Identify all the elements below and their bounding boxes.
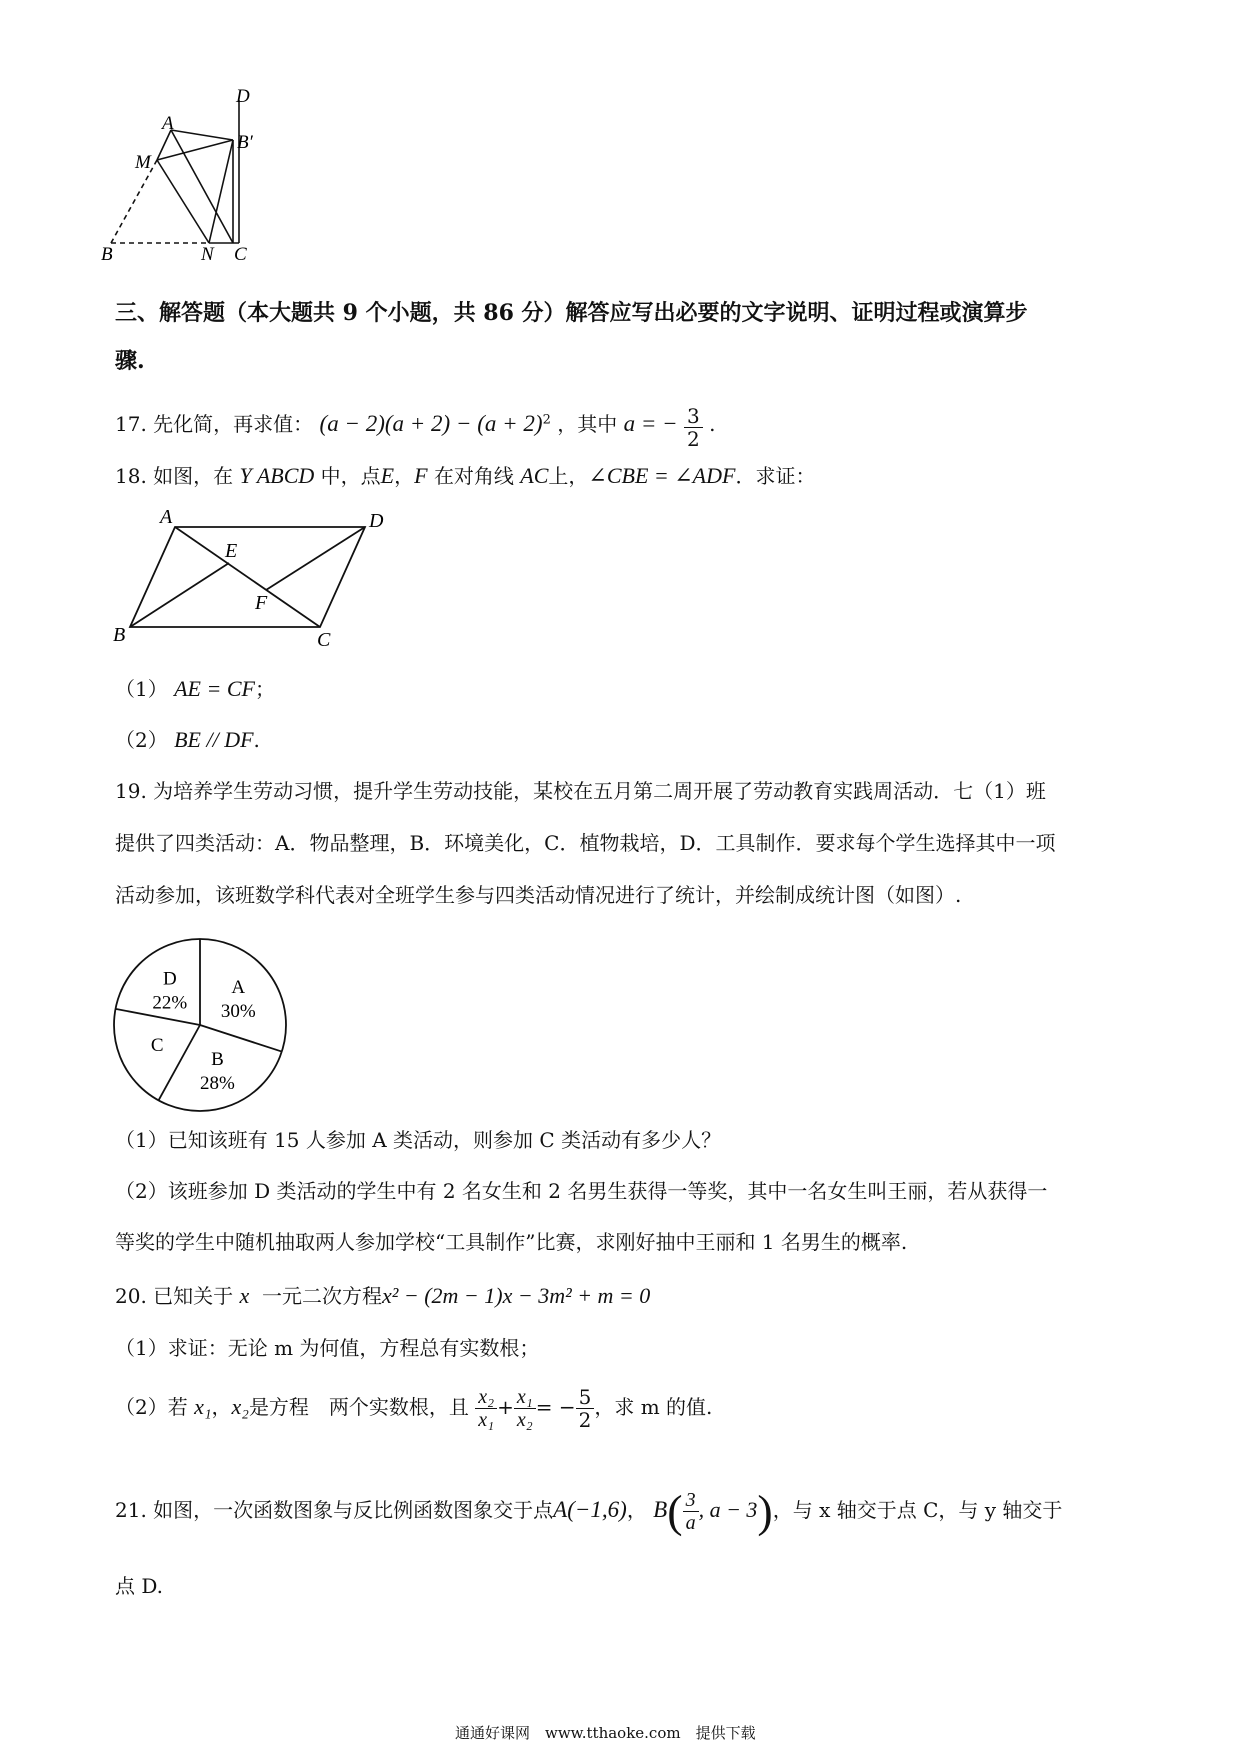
q18-comma: ，	[394, 464, 415, 488]
q18-sub2-expr: BE // DF	[174, 727, 254, 752]
q17-where: ，其中	[557, 412, 618, 436]
pie-pct-A: 30%	[220, 1001, 256, 1023]
q17-fraction	[684, 405, 703, 450]
label-B: B	[101, 244, 113, 265]
label-F: F	[255, 592, 268, 614]
q19-sub1: （1）已知该班有 15 人参加 A 类活动，则参加 C 类活动有多少人？	[115, 1128, 722, 1152]
q17-text: 先化简，再求值：	[153, 412, 314, 436]
question-19-line1: 19. 为培养学生劳动习惯，提升学生劳动技能，某校在五月第二周开展了劳动教育实践周活动．七（1）班	[115, 779, 1046, 803]
question-18	[115, 462, 815, 490]
q21-b-rest: , a − 3	[698, 1497, 758, 1522]
q18-e: E	[380, 463, 395, 488]
q20-sub2-b: ，	[211, 1395, 232, 1419]
q20-text2: 一元二次方程	[262, 1284, 383, 1308]
section-heading-line1: 三、解答题（本大题共 9 个小题，共 86 分）解答应写出必要的文字说明、证明过程或演算步	[115, 300, 1028, 326]
label-A: A	[160, 506, 173, 528]
q19-sub2-line1: （2）该班参加 D 类活动的学生中有 2 名女生和 2 名男生获得一等奖，其中一名女生叫王丽，若从获得一	[115, 1179, 1048, 1203]
q21-b: B	[653, 1497, 668, 1522]
q20-frac3-num: 5	[576, 1386, 595, 1409]
question-20	[115, 1282, 650, 1310]
q21-text1: 如图，一次函数图象与反比例函数图象交于点	[153, 1498, 554, 1522]
question-21	[115, 1480, 1062, 1540]
q20-frac1	[475, 1386, 497, 1431]
q20-plus: +	[497, 1395, 514, 1419]
q20-x2: x₂	[231, 1394, 249, 1419]
q21-line2: 点 D.	[115, 1574, 164, 1598]
pie-pct-B: 28%	[199, 1072, 235, 1094]
pie-slice-boundary-B	[200, 1025, 282, 1052]
pie-label-B: B	[211, 1048, 224, 1070]
q20-x1: x₁	[194, 1394, 212, 1419]
label-N: N	[201, 244, 214, 265]
label-B-prime: B′	[237, 132, 253, 153]
figure-q16	[95, 80, 275, 270]
q20-frac3	[576, 1386, 595, 1431]
question-17	[115, 403, 716, 451]
q17-a-equals: a = −	[623, 411, 678, 436]
pie-label-C: C	[150, 1035, 164, 1057]
q20-sub2-a: （2）若	[115, 1395, 188, 1419]
q20-text1: 已知关于	[153, 1284, 234, 1308]
q20-sub2	[115, 1382, 712, 1432]
q20-frac1-num: x₂	[475, 1386, 497, 1409]
q17-end: .	[709, 412, 716, 436]
q18-sub2	[115, 726, 260, 754]
label-C: C	[317, 629, 331, 651]
q20-x: x	[239, 1283, 250, 1308]
label-C: C	[234, 244, 247, 265]
q20-sub2-c: 是方程 两个实数根，且	[248, 1395, 469, 1419]
q20-frac1-den: x₁	[478, 1409, 495, 1431]
q17-expression: (a − 2)(a + 2) − (a + 2)	[319, 411, 543, 436]
q18-parallelogram: Y ABCD	[239, 463, 315, 488]
q20-equals: = −	[535, 1395, 576, 1419]
pie-slice-boundary-C	[159, 1025, 200, 1100]
q18-sub2-end: .	[253, 728, 260, 752]
pie-chart	[110, 935, 290, 1115]
q21-frac	[683, 1489, 699, 1534]
q18-angle: ∠CBE = ∠ADF	[588, 463, 736, 488]
q21-frac-den: a	[685, 1512, 696, 1534]
q21-paren-open: (	[667, 1485, 683, 1537]
q21-comma: ，	[626, 1498, 647, 1522]
section-heading-line2: 骤.	[115, 348, 145, 374]
q18-sub1-expr: AE = CF	[174, 676, 255, 701]
q17-number: 17.	[115, 412, 147, 436]
page-footer: 通通好课网 www.tthaoke.com 提供下载	[455, 1724, 756, 1742]
label-D: D	[369, 510, 384, 532]
q21-text2: ，与 x 轴交于点 C，与 y 轴交于	[772, 1498, 1063, 1522]
q21-paren-close: )	[757, 1485, 773, 1537]
q18-sub1	[115, 675, 275, 703]
label-E: E	[225, 540, 238, 562]
label-D: D	[236, 86, 250, 107]
section-heading	[115, 298, 1028, 328]
figure-q18	[105, 505, 405, 655]
q18-text4: 上，	[548, 464, 589, 488]
q18-text5: ．求证：	[735, 464, 816, 488]
q17-exponent: 2	[542, 412, 551, 428]
q20-frac2-den: x₂	[516, 1409, 533, 1431]
label-A: A	[162, 113, 174, 134]
q17-frac-den: 2	[686, 427, 700, 451]
question-19-line2: 提供了四类活动：A．物品整理，B．环境美化，C．植物栽培，D．工具制作．要求每个学生选择其中一项	[115, 831, 1056, 855]
q18-sub1-label: （1）	[115, 677, 168, 701]
q18-sub2-label: （2）	[115, 728, 168, 752]
q21-number: 21.	[115, 1498, 147, 1522]
q18-ac: AC	[520, 463, 549, 488]
section-heading-cont	[115, 346, 145, 376]
q20-frac2	[514, 1386, 536, 1431]
label-M: M	[135, 152, 151, 173]
pie-label-A: A	[231, 977, 246, 999]
q18-text3: 在对角线	[433, 464, 514, 488]
q21-point-a: A(−1,6)	[553, 1497, 627, 1522]
q20-frac3-den: 2	[578, 1408, 592, 1432]
q20-sub2-d: ，求 m 的值.	[594, 1395, 713, 1419]
q20-equation: x² − (2m − 1)x − 3m² + m = 0	[382, 1283, 651, 1308]
q19-sub2-line2: 等奖的学生中随机抽取两人参加学校“工具制作”比赛，求刚好抽中王丽和 1 名男生的概率.	[115, 1230, 908, 1254]
pie-label-D: D	[162, 968, 177, 990]
question-19-line3: 活动参加，该班数学科代表对全班学生参与四类活动情况进行了统计，并绘制成统计图（如图）.	[115, 883, 962, 907]
q20-frac2-num: x₁	[514, 1386, 536, 1409]
q21-frac-num: 3	[683, 1489, 699, 1512]
q18-text1: 如图，在	[153, 464, 234, 488]
q20-number: 20.	[115, 1284, 147, 1308]
q18-number: 18.	[115, 464, 147, 488]
pie-pct-D: 22%	[152, 992, 188, 1014]
q20-sub1: （1）求证：无论 m 为何值，方程总有实数根；	[115, 1336, 540, 1360]
q18-text2: 中，点	[320, 464, 381, 488]
q18-sub1-end: ；	[254, 677, 275, 701]
q17-frac-num: 3	[684, 405, 703, 428]
q18-f: F	[414, 463, 428, 488]
label-B: B	[113, 624, 126, 646]
